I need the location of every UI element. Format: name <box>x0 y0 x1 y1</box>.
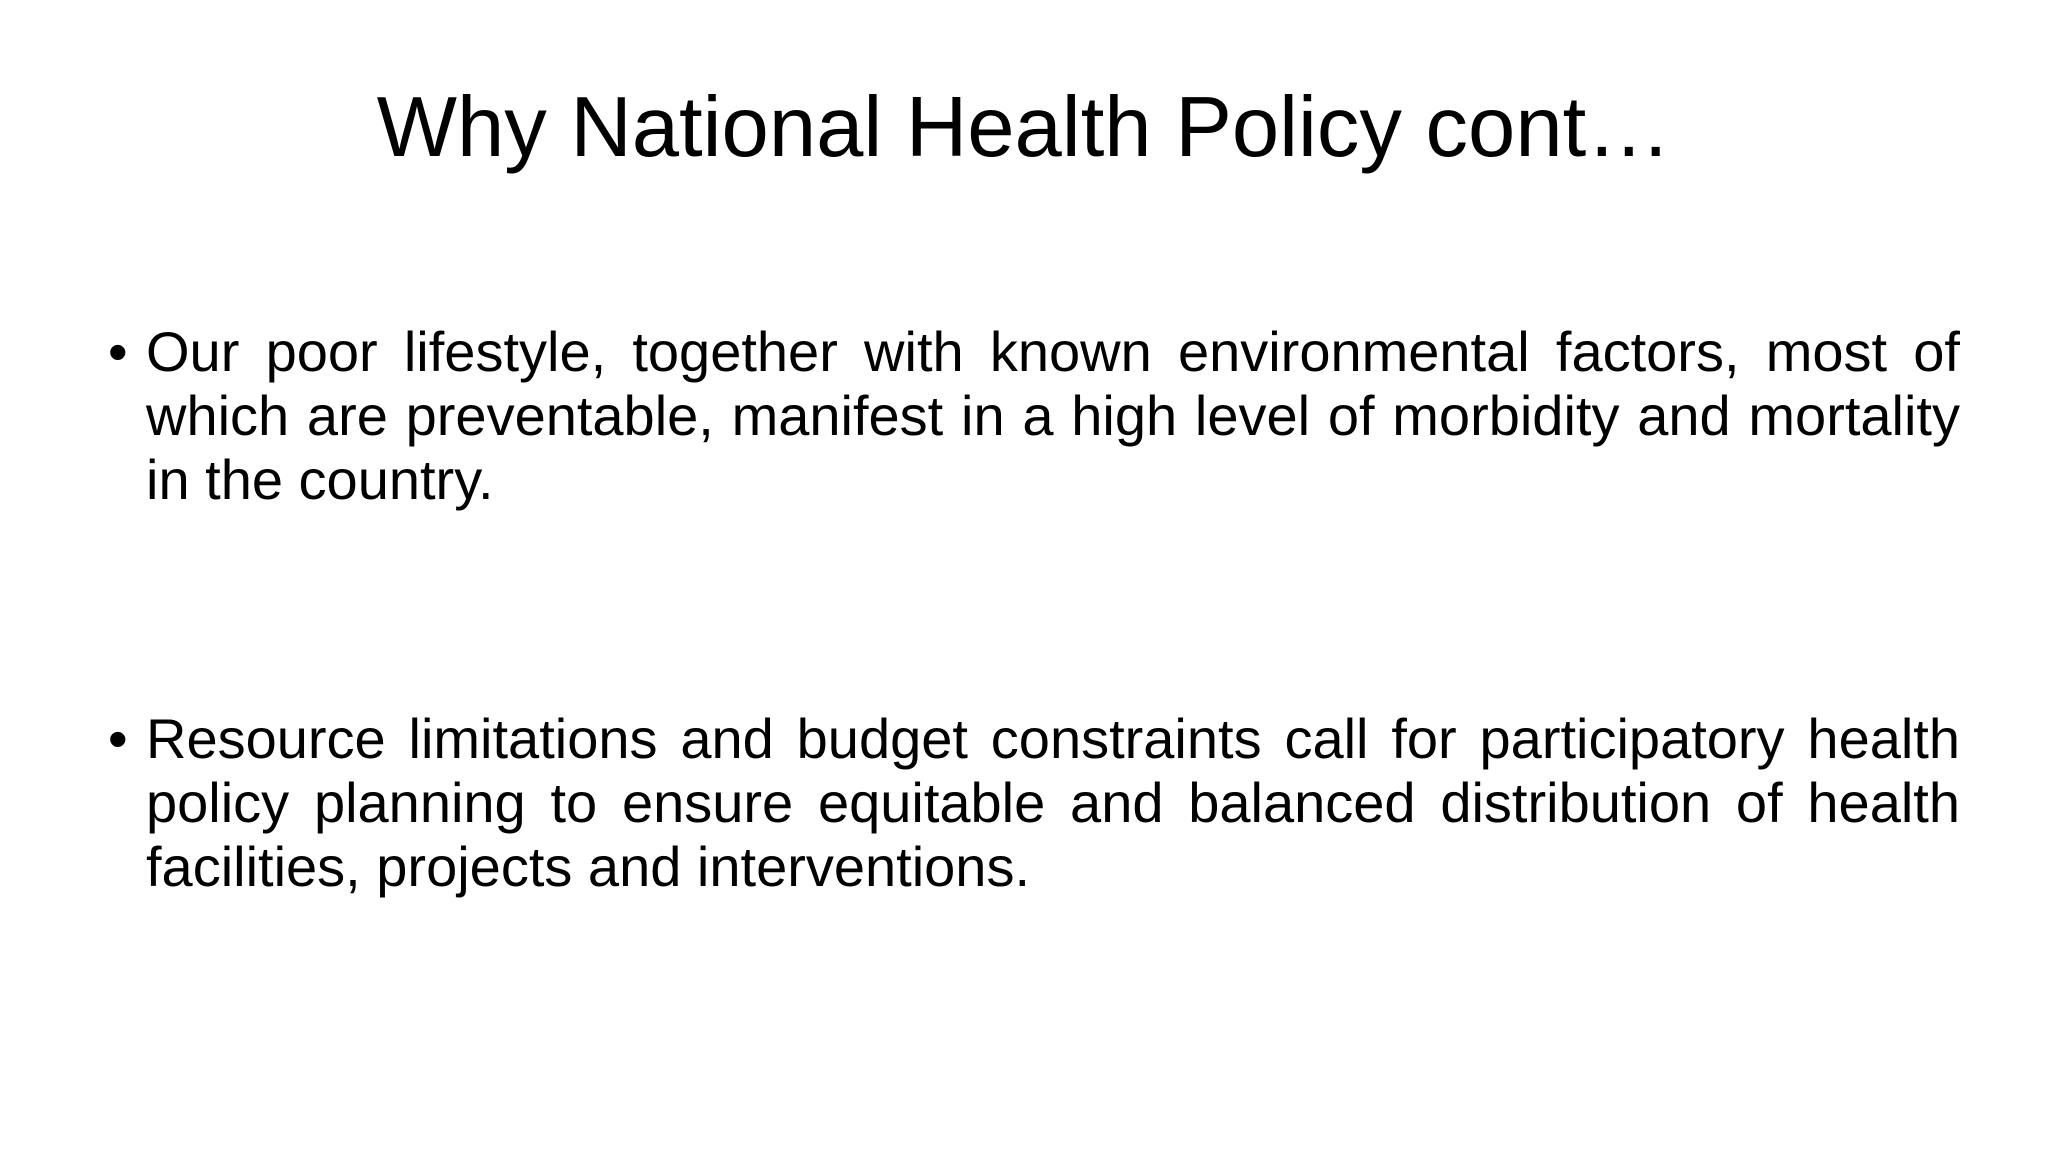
slide-title: Why National Health Policy cont… <box>376 80 1672 175</box>
bullet-point-icon: • <box>108 320 128 383</box>
bullet-text: Our poor lifestyle, together with known environmental factors, most of which are preventable, manifest in a high level of morbidity and mortality in the country. <box>146 320 1960 511</box>
bullet-text: Resource limitations and budget constraints call for participatory health policy planning to ensure equitable and balanced distribution of health facilities, projects and interventions. <box>146 707 1960 898</box>
bullet-item-lifestyle <box>100 320 1960 512</box>
bullet-item-resources <box>100 707 1960 899</box>
bullet-point-icon: • <box>108 707 128 770</box>
